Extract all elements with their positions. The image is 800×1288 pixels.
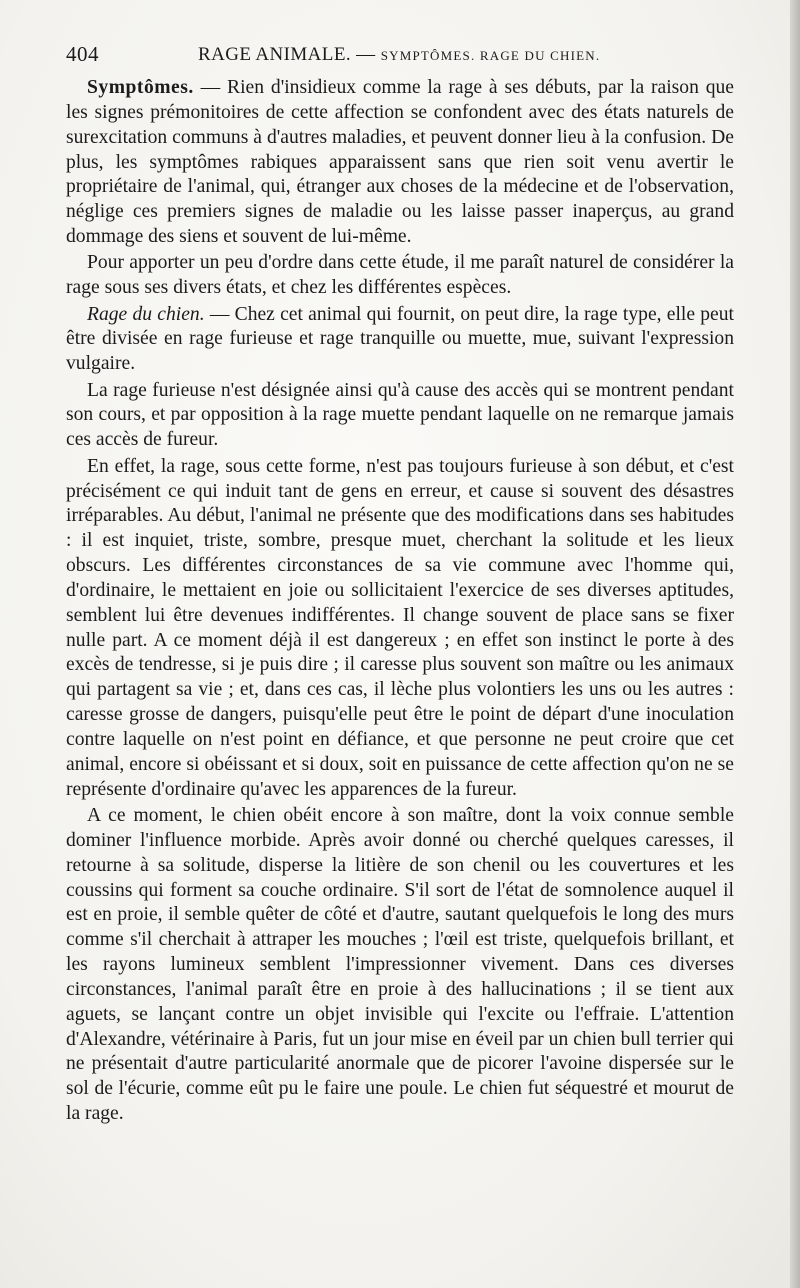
page-number: 404 [66,42,99,66]
paragraph-text: — Rien d'insidieux comme la rage à ses débuts, par la raison que les signes prémonitoires de cette affection se confondent avec des états naturels de surexcitation communs à d'autres maladies, et peuvent donner lieu à la confusion. De plus, les symptômes rabiques apparaissent sans que rien soit venu avertir le propriétaire de l'animal, qui, étranger aux choses de la médecine et de l'observation, néglige ces premiers signes de maladie ou les laisse passer inaperçus, au grand dommage des siens et souvent de lui-même. [66,77,734,248]
page-edge [790,0,800,1288]
main-text [66,76,734,1127]
section-lead-rage-du-chien: Rage du chien. [87,303,205,325]
page-header [66,40,756,70]
paragraph-symptomes [66,76,734,250]
paragraph-a-ce-moment: A ce moment, le chien obéit encore à son maître, dont la voix connue semble dominer l'influence morbide. Après avoir donné ou cherché quelques caresses, il retourne à sa solitude, disperse la litière de son chenil ou les couvertures et les coussins qui forment sa couche ordinaire. S'il sort de l'état de somnolence auquel il est en proie, il semble quêter de côté et d'autre, sautant quelquefois le long des murs comme s'il cherchait à attraper les mouches ; l'œil est triste, quelquefois brillant, et les rayons lumineux semblent l'impressionner vivement. Dans ces diverses circonstances, l'animal paraît être en proie à des hallucinations ; il se tient aux aguets, se lançant contre un objet invisible qui l'excite ou l'effraie. L'attention d'Alexandre, vétérinaire à Paris, fut un jour mise en éveil par un chien bull terrier qui ne présentait d'autre particularité anormale que de picorer l'avoine dispersée sur le sol de l'écurie, comme eût pu le faire une poule. Le chien fut séquestré et mourut de la rage. [66,804,734,1125]
paragraph-text: — Chez cet animal qui fournit, on peut dire, la rage type, elle peut être divisée en rage furieuse et rage tranquille ou muette, mue, suivant l'expression vulgaire. [66,303,734,375]
paragraph-ordre: Pour apporter un peu d'ordre dans cette étude, il me paraît naturel de considérer la rage sous ses divers états, et chez les différentes espèces. [66,252,734,299]
running-title-section: SYMPTÔMES. RAGE DU CHIEN. [380,48,601,63]
paragraph-rage-furieuse: La rage furieuse n'est désignée ainsi qu'à cause des accès qui se montrent pendant son cours, et par opposition à la rage muette pendant laquelle on ne remarque jamais ces accès de fureur. [66,379,734,451]
running-title-main: RAGE ANIMALE. — [198,44,376,65]
paragraph-en-effet: En effet, la rage, sous cette forme, n'est pas toujours furieuse à son début, et c'est précisément ce qui induit tant de gens en erreur, et cause si souvent des désastres irréparables. Au début, l'animal ne présente que des modifications dans ses habitudes : il est inquiet, triste, sombre, presque muet, cherchant la solitude et les lieux obscurs. Les différentes circonstances de sa vie commune avec l'homme qui, d'ordinaire, le mettaient en joie ou sollicitaient l'exercice de ses diverses aptitudes, semblent lui être devenues indifférentes. Il change souvent de place sans se fixer nulle part. A ce moment déjà il est dangereux ; en effet son instinct le porte à des excès de tendresse, si je puis dire ; il caresse plus souvent son maître ou les animaux qui partagent sa vie ; et, dans ces cas, il lèche plus volontiers les uns ou les autres : caresse grosse de dangers, puisqu'elle peut être le point de départ d'une inoculation contre laquelle on n'est point en défiance, et que personne ne peut croire que cet animal, encore si obéissant et si doux, soit en puissance de cette affection qu'on ne se représente d'ordinaire qu'avec les apparences de la fureur. [66,455,734,800]
section-lead-symptomes: Symptômes. [87,77,194,98]
paragraph-rage-du-chien [66,303,734,378]
running-title [198,44,600,66]
